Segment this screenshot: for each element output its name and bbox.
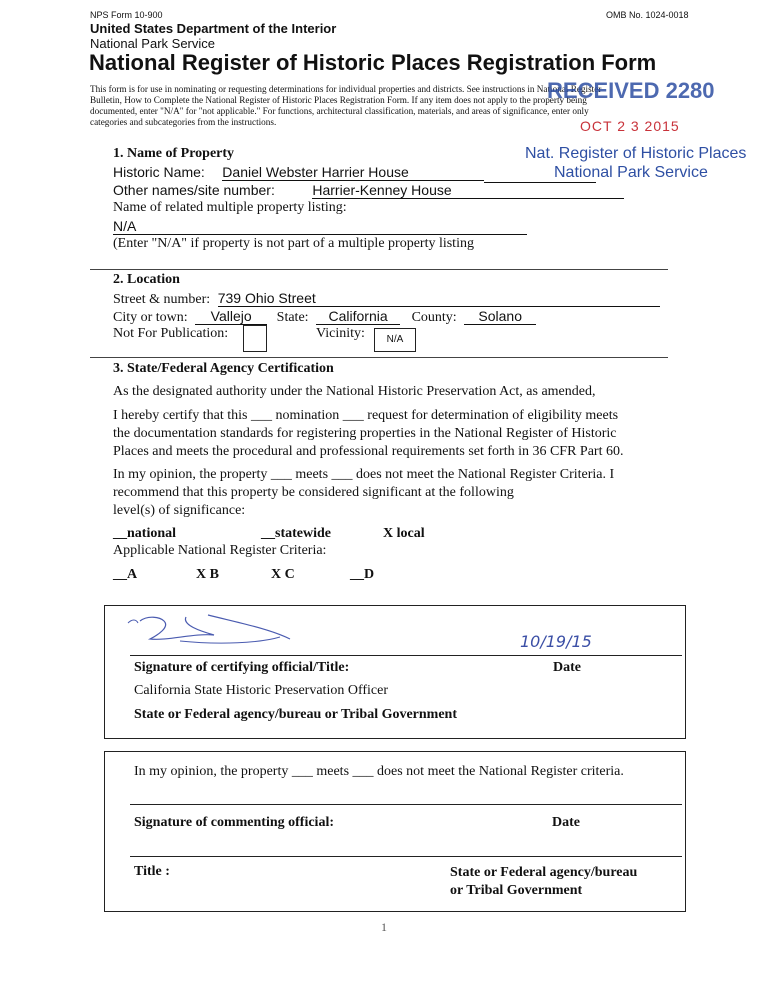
criterion-c[interactable]: X C [271,567,295,582]
form-title: National Register of Historic Places Registration Form [89,50,657,75]
signature-line [130,655,682,656]
handwritten-date: 10/19/15 [520,632,592,651]
certifying-signature-label: Signature of certifying official/Title: [134,660,350,675]
opinion-line: recommend that this property be considered significant at the following [113,485,514,500]
agency-line: or Tribal Government [450,883,583,898]
section-divider [90,269,668,270]
city-row [113,308,536,326]
section-divider [90,357,668,358]
certifying-agency-label: State or Federal agency/bureau or Tribal Government [134,707,458,722]
commenting-signature-label: Signature of commenting official: [134,815,334,830]
certifying-date-label: Date [553,660,581,675]
criterion-a[interactable]: __A [113,567,138,582]
state-label: State: [276,310,309,325]
street-value: 739 Ohio Street [218,290,660,307]
received-date-stamp: OCT 2 3 2015 [580,118,680,134]
not-for-publication-label: Not For Publication: [113,326,229,341]
state-value: California [316,308,400,325]
historic-name-label: Historic Name: [113,164,205,180]
opinion-line: level(s) of significance: [113,503,246,518]
related-listing-value: N/A [113,218,527,235]
intro-line: documented, enter "N/A" for "not applicable." For functions, architectural classification, materials, and areas of significance, enter only [90,106,589,116]
other-names-row [113,182,624,200]
level-national[interactable]: __national [113,526,177,541]
level-local[interactable]: X local [383,526,425,541]
certification-paragraph [113,407,624,461]
omb-number: OMB No. 1024-0018 [606,10,689,20]
intro-text [90,84,601,128]
certifying-official-title: California State Historic Preservation Officer [134,683,388,698]
form-number: NPS Form 10-900 [90,10,163,20]
intro-line: categories and subcategories from the instructions. [90,117,277,127]
criterion-b[interactable]: X B [196,567,219,582]
other-names-label: Other names/site number: [113,182,275,198]
related-listing-label: Name of related multiple property listing: [113,200,347,215]
other-names-value: Harrier-Kenney House [312,182,624,199]
certification-line: Places and meets the procedural and professional requirements set forth in 36 CFR Part 60. [113,444,624,459]
service-stamp: National Park Service [554,164,708,181]
commenting-signature-line [130,804,682,805]
agency-line: State or Federal agency/bureau [450,865,638,880]
opinion-paragraph [113,466,614,520]
received-stamp: RECEIVED 2280 [547,78,715,103]
vicinity-value[interactable]: N/A [374,328,416,352]
intro-line: This form is for use in nominating or requesting determinations for individual properties and districts. See instructions in National Register [90,84,602,94]
commenting-title-line [130,856,682,857]
register-stamp: Nat. Register of Historic Places [525,145,747,162]
commenting-title-label: Title : [134,864,170,879]
commenting-agency-label [450,864,637,900]
signature-image [120,605,350,655]
opinion-line: In my opinion, the property ___ meets ___ does not meet the National Register Criteria. I [113,467,615,482]
related-listing-note: (Enter "N/A" if property is not part of a multiple property listing [113,236,474,251]
department-name: United States Department of the Interior [90,21,337,36]
historic-name-value: Daniel Webster Harrier House [222,164,484,181]
county-label: County: [411,310,457,325]
level-statewide[interactable]: __statewide [261,526,331,541]
certification-authority-text: As the designated authority under the National Historic Preservation Act, as amended, [113,384,596,399]
vicinity-label: Vicinity: [316,326,365,341]
street-label: Street & number: [113,292,211,307]
commenting-opinion: In my opinion, the property ___ meets ___ does not meet the National Register criteria. [134,764,624,779]
criteria-label: Applicable National Register Criteria: [113,543,327,558]
section2-heading: 2. Location [113,272,180,287]
intro-line: Bulletin, How to Complete the National Register of Historic Places Registration Form. If any item does not apply to the property being [90,95,587,105]
underline [484,166,596,183]
city-label: City or town: [113,310,188,325]
section3-heading: 3. State/Federal Agency Certification [113,361,334,376]
historic-name-row [113,164,596,183]
agency-name: National Park Service [90,36,215,51]
section1-heading: 1. Name of Property [113,146,235,161]
page-number: 1 [381,920,387,934]
certification-line: the documentation standards for registering properties in the National Register of Historic [113,426,617,441]
commenting-date-label: Date [552,815,580,830]
criterion-d[interactable]: __D [350,567,375,582]
not-for-publication-checkbox[interactable] [243,325,267,352]
city-value: Vallejo [195,308,267,325]
street-row [113,290,660,308]
county-value: Solano [464,308,536,325]
certification-line: I hereby certify that this ___ nomination ___ request for determination of eligibility meets [113,408,619,423]
